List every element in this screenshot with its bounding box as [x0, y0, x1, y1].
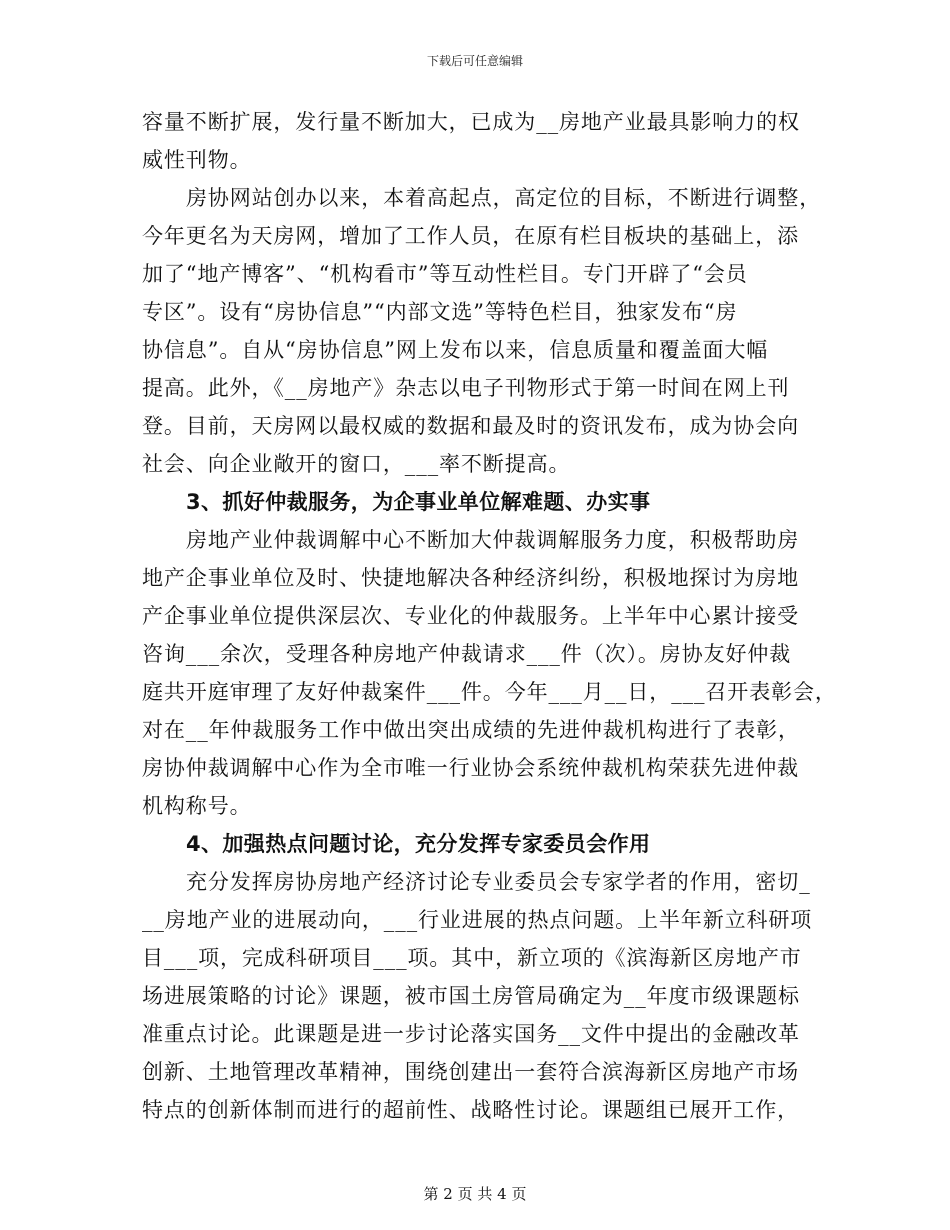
page-header-note: 下载后可任意编辑 — [426, 54, 523, 68]
text-line: 专区”。设有“房协信息”“内部文选”等特色栏目，独家发布“房 — [142, 300, 738, 324]
text-line: 咨询___余次，受理各种房地产仲裁请求___件（次）。房协友好仲裁 — [142, 642, 792, 666]
text-line: 房协仲裁调解中心作为全市唯一行业协会系统仲裁机构荣获先进仲裁 — [142, 756, 799, 780]
text-line: 庭共开庭审理了友好仲裁案件___件。今年___月__日，___召开表彰会， — [142, 680, 837, 704]
section-heading-4: 4、加强热点问题讨论，充分发挥专家委员会作用 — [186, 832, 651, 856]
text-line: 场进展策略的讨论》课题，被市国土房管局确定为__年度市级课题标 — [142, 984, 800, 1008]
text-line: 创新、土地管理改革精神，围绕创建出一套符合滨海新区房地产市场 — [142, 1060, 799, 1084]
section-heading-3: 3、抓好仲裁服务，为企事业单位解难题、办实事 — [186, 490, 651, 514]
text-line: 房协网站创办以来，本着高起点，高定位的目标，不断进行调整， — [186, 186, 822, 210]
text-line: 协信息”。自从“房协信息”网上发布以来，信息质量和覆盖面大幅 — [142, 338, 769, 362]
text-line: 地产企事业单位及时、快捷地解决各种经济纠纷，积极地探讨为房地 — [142, 566, 799, 590]
text-line: 房地产业仲裁调解中心不断加大仲裁调解服务力度，积极帮助房 — [186, 528, 800, 552]
text-line: 充分发挥房协房地产经济讨论专业委员会专家学者的作用，密切_ — [186, 870, 811, 894]
text-line: 登。目前，天房网以最权威的数据和最及时的资讯发布，成为协会向 — [142, 414, 799, 438]
text-line: 准重点讨论。此课题是进一步讨论落实国务__文件中提出的金融改革 — [142, 1022, 800, 1046]
text-line: __房地产业的进展动向，___行业进展的热点问题。上半年新立科研项 — [142, 908, 813, 932]
text-line: 特点的创新体制而进行的超前性、战略性讨论。课题组已展开工作， — [142, 1098, 799, 1122]
text-line: 威性刊物。 — [142, 148, 252, 172]
page-number: 第 2 页 共 4 页 — [423, 1185, 527, 1203]
text-line: 容量不断扩展，发行量不断加大，已成为__房地产业最具影响力的权 — [142, 110, 800, 134]
text-line: 对在__年仲裁服务工作中做出突出成绩的先进仲裁机构进行了表彰， — [142, 718, 800, 742]
text-line: 今年更名为天房网，增加了工作人员，在原有栏目板块的基础上，添 — [142, 224, 799, 248]
text-line: 提高。此外，《__房地产》杂志以电子刊物形式于第一时间在网上刊 — [142, 376, 790, 400]
text-line: 目___项，完成科研项目___项。其中，新立项的《滨海新区房地产市 — [142, 946, 802, 970]
document-body — [142, 103, 837, 1129]
text-line: 机构称号。 — [142, 794, 252, 818]
text-line: 产企事业单位提供深层次、专业化的仲裁服务。上半年中心累计接受 — [142, 604, 799, 628]
text-line: 加了“地产博客”、“机构看市”等互动性栏目。专门开辟了“会员 — [142, 262, 748, 286]
text-line: 社会、向企业敞开的窗口，___率不断提高。 — [142, 452, 571, 476]
